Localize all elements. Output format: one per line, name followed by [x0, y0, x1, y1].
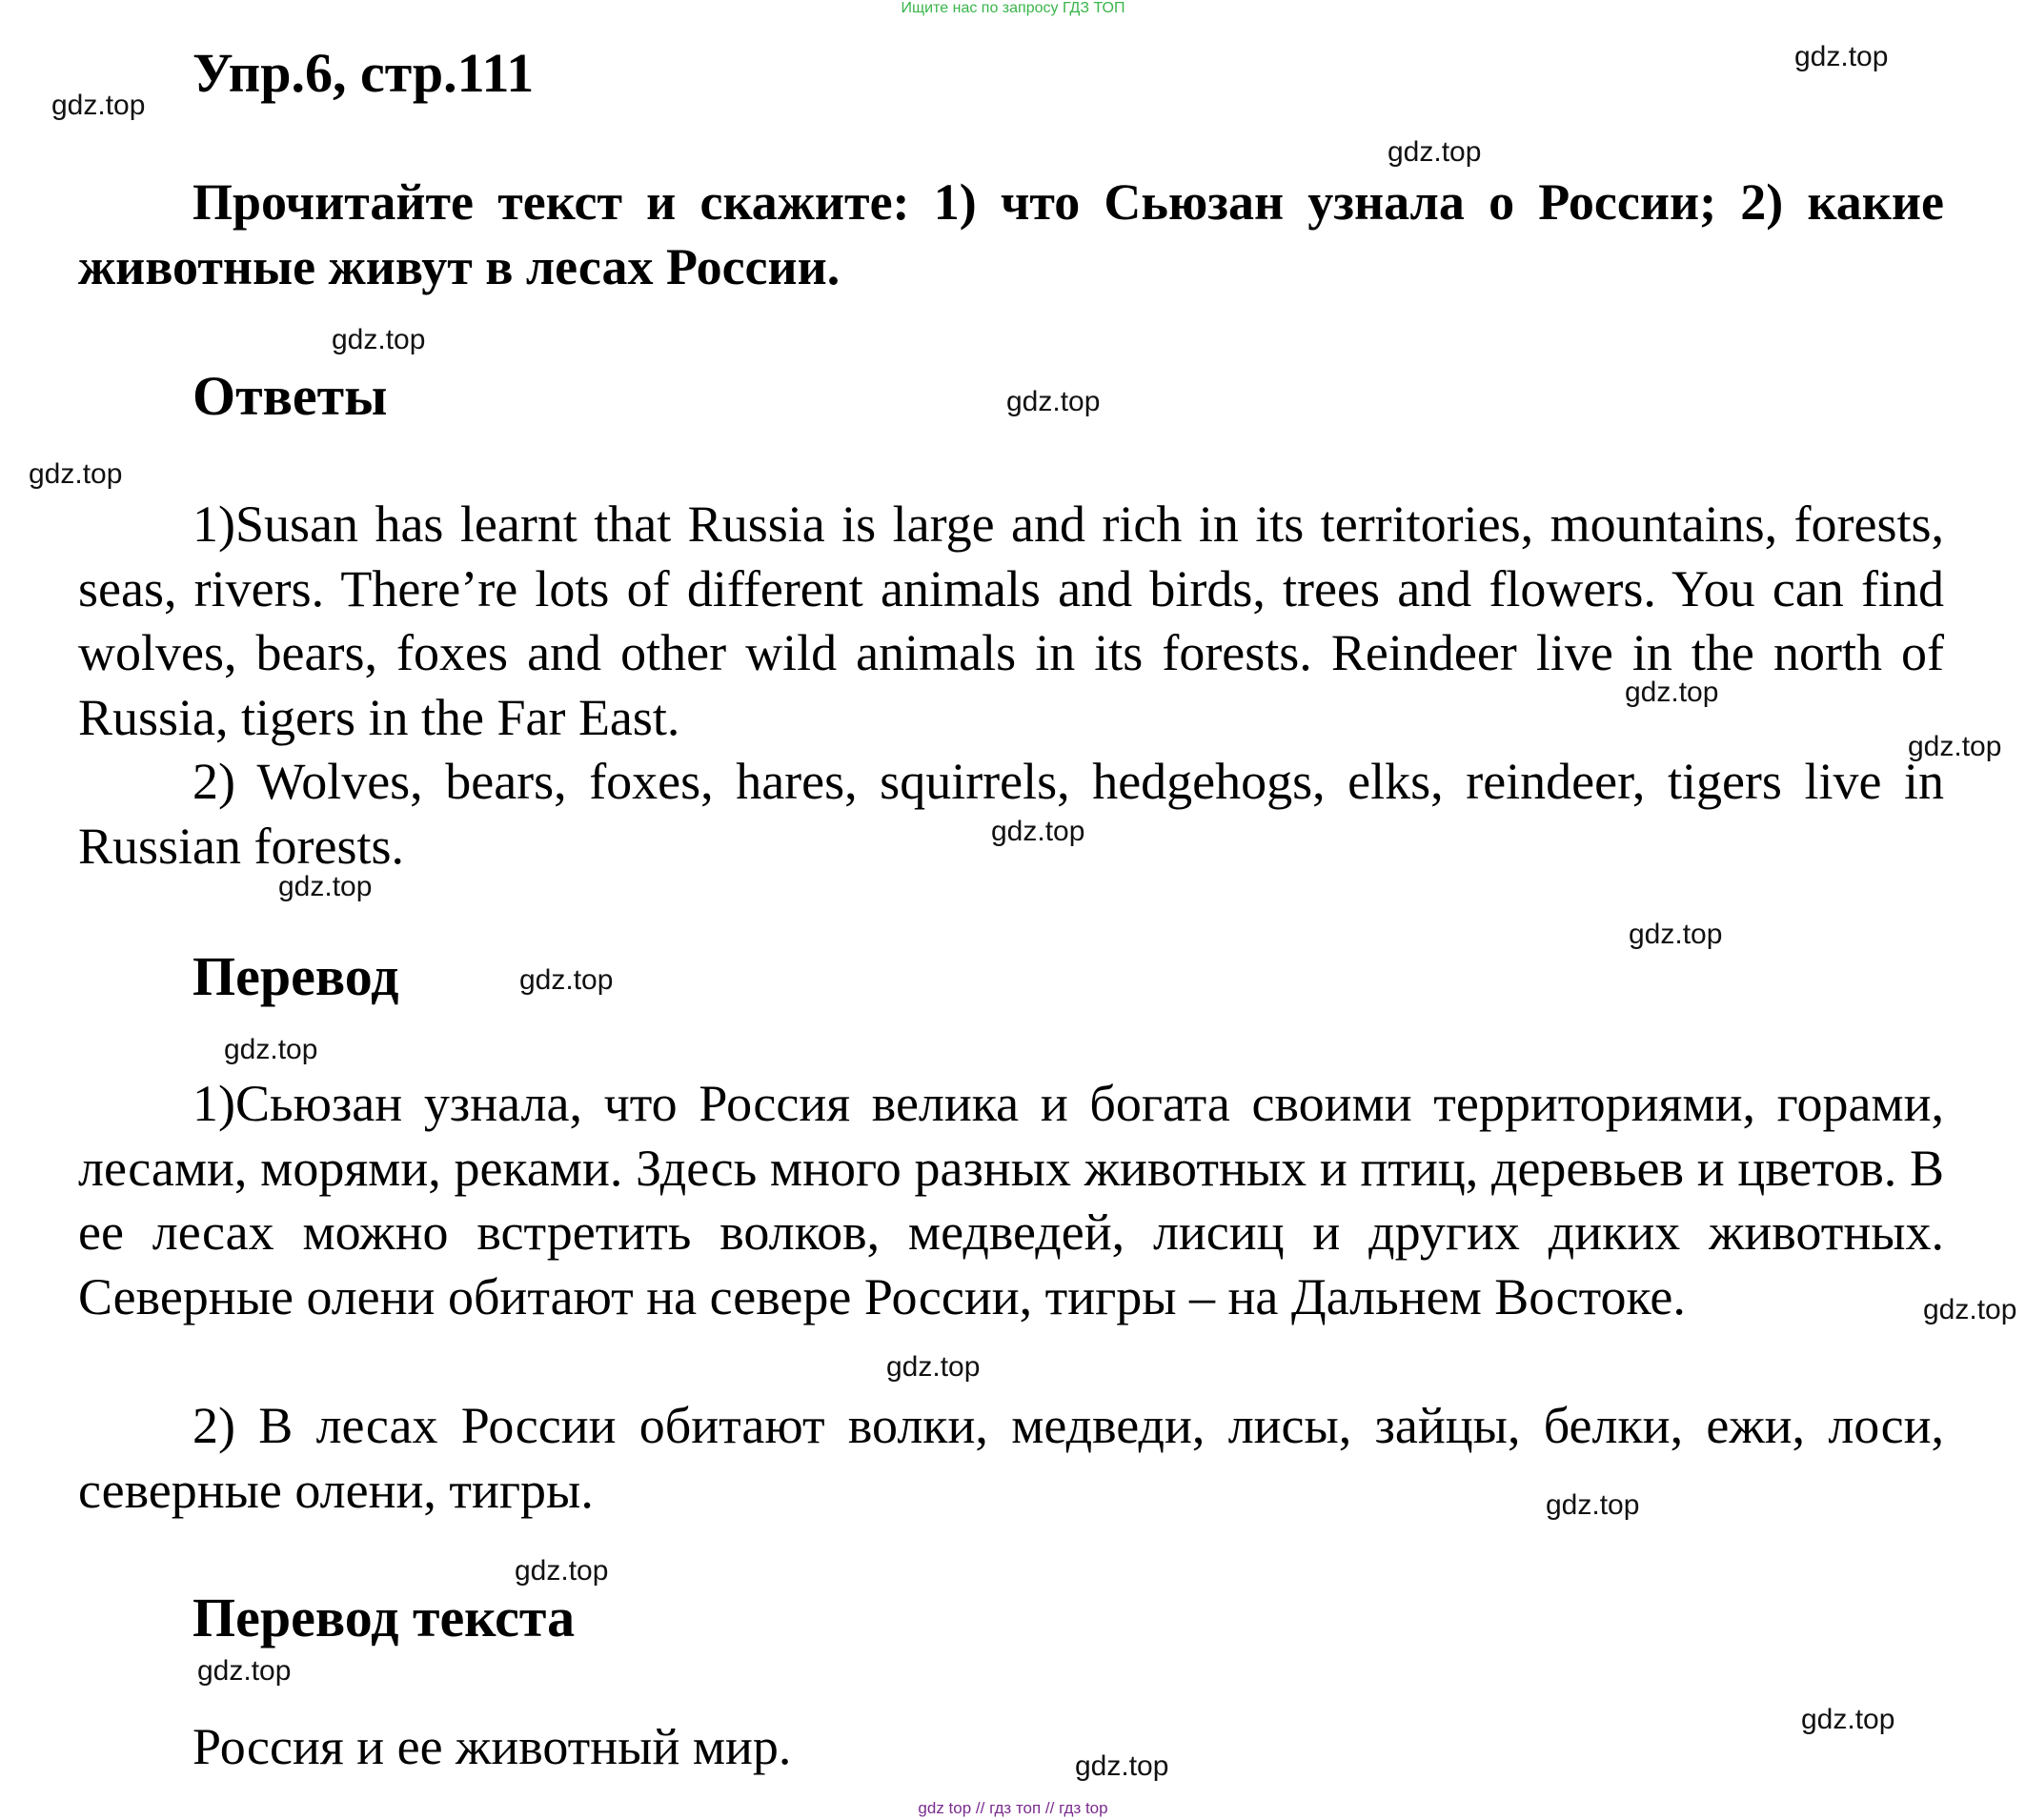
answer-paragraph-2: 2) Wolves, bears, foxes, hares, squirrels, hedgehogs, elks, reindeer, tigers live in Russian forests.: [78, 753, 1944, 875]
watermark: gdz.top: [1388, 136, 1482, 168]
footer-watermark: gdz top // гдз топ // гдз top: [918, 1799, 1108, 1817]
translation-paragraph-2: 2) В лесах России обитают волки, медведи, лисы, зайцы, белки, ежи, лоси, северные олени, тигры.: [78, 1397, 1944, 1519]
watermark: gdz.top: [515, 1555, 609, 1587]
watermark: gdz.top: [278, 871, 373, 902]
watermark: gdz.top: [51, 90, 146, 121]
watermark: gdz.top: [1075, 1750, 1169, 1782]
watermark: gdz.top: [1794, 41, 1889, 72]
text-translation-heading: Перевод текста: [192, 1587, 576, 1648]
watermark: gdz.top: [1923, 1294, 2017, 1325]
watermark: gdz.top: [332, 324, 426, 355]
watermark: gdz.top: [1801, 1704, 1895, 1735]
translation-paragraph-1: 1)Сьюзан узнала, что Россия велика и богата своими территориями, горами, лесами, морями, реками. Здесь много разных животных и птиц, деревьев и цветов. В ее лесах можно встретить волков, медведей, лисиц и других диких животных. Северные олени обитают на севере России, тигры – на Дальнем Востоке.: [78, 1075, 1944, 1325]
watermark: gdz.top: [1546, 1489, 1640, 1521]
watermark: gdz.top: [886, 1351, 981, 1383]
watermark: gdz.top: [197, 1655, 292, 1687]
text-translation-line: Россия и ее животный мир.: [192, 1718, 792, 1775]
task-text: Прочитайте текст и скажите: 1) что Сьюзан узнала о России; 2) какие животные живут в лесах России.: [78, 173, 1944, 295]
top-banner: Ищите нас по запросу ГДЗ ТОП: [901, 0, 1125, 16]
exercise-title: Упр.6, стр.111: [192, 42, 535, 104]
watermark: gdz.top: [1629, 919, 1723, 950]
answers-heading: Ответы: [192, 365, 388, 427]
translation-heading: Перевод: [192, 945, 399, 1007]
watermark: gdz.top: [1006, 386, 1101, 417]
watermark: gdz.top: [991, 816, 1085, 847]
watermark: gdz.top: [29, 458, 123, 490]
watermark: gdz.top: [1625, 677, 1719, 708]
watermark: gdz.top: [224, 1034, 318, 1065]
answer-paragraph-1: 1)Susan has learnt that Russia is large and rich in its territories, mountains, forests, seas, rivers. There’re lots of different animals and birds, trees and flowers. You can find wolves, bears, foxes and other wild animals in its forests. Reindeer live in the north of Russia, tigers in the Far East.: [78, 495, 1944, 746]
watermark: gdz.top: [519, 964, 614, 996]
watermark: gdz.top: [1908, 731, 2002, 762]
